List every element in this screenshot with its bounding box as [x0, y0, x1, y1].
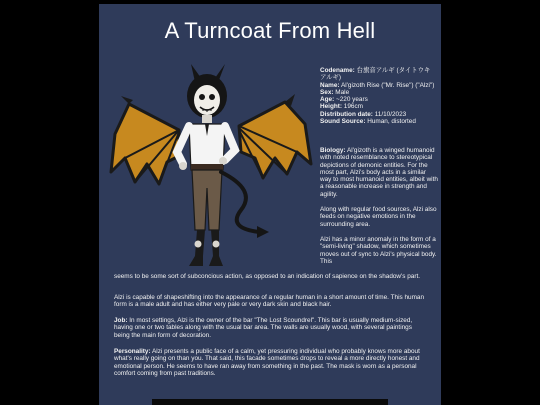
age-row: Age: ~220 years	[320, 96, 368, 104]
sex-row: Sex: Male	[320, 88, 350, 96]
right-wing	[239, 94, 311, 178]
tail	[221, 172, 259, 232]
bottom-image-edge	[152, 399, 388, 405]
distribution-date-row: Distribution date: 11/10/2023	[320, 110, 407, 118]
job-paragraph: Job: In most settings, Alzi is the owner of the bar "The Lost Scoundrel". This bar is usually medium-sized, having one or two tables along with the usual bar area. The walls are usually wood, with several paintings being the main form of decoration.	[114, 317, 413, 339]
character-sheet	[99, 4, 441, 405]
name-row: Name: Al'gizoth Rise ("Mr. Rise") ("Alzi")	[320, 81, 435, 89]
shapeshift-paragraph: Alzi is capable of shapeshifting into the appearance of a regular human in a short amount of time. This human form is a male adult and has either very pale or very dark skin and black hair.	[114, 294, 425, 309]
character-illustration	[107, 60, 315, 280]
personality-paragraph: Personality: Alzi presents a public face of a calm, yet pressuring individual who probably knows more about what's really going on than you. That said, this facade sometimes drops to reveal a more directly honest and emotional person. He seems to have ran away from something in the past. The mask is worn as a personal comfort coming from past traditions.	[114, 348, 420, 377]
sound-source-row: Sound Source: Human, distorted	[320, 118, 416, 126]
page-title: A Turncoat From Hell	[164, 18, 376, 43]
biology-section	[320, 147, 438, 273]
character-info	[320, 67, 438, 125]
left-wing	[111, 96, 179, 184]
shadow-paragraph: Alzi has a minor anomaly in the form of a "semi-living" shadow, which sometimes moves out of sync to Alzi's physical body. This	[320, 235, 437, 265]
shadow-paragraph-continued: seems to be some sort of subconcious action, as opposed to an indication of sapience on the shadow's part.	[114, 273, 421, 280]
codename-row: Codename: 台旗音アルギ (タイトウキ アルギ)	[320, 67, 431, 82]
height-row: Height: 196cm	[320, 103, 363, 111]
biology-paragraph: Biology: Al'gizoth is a winged humanoid with noted resemblance to stereotypical depictions of demonic entities. For the most part, Alzi's body acts in a similar way to most humanoid entities, albeit with a reasonable increase in strength and agility.	[320, 147, 438, 198]
feeding-paragraph: Along with regular food sources, Alzi also feeds on negative emotions in the surrounding area.	[320, 206, 437, 228]
